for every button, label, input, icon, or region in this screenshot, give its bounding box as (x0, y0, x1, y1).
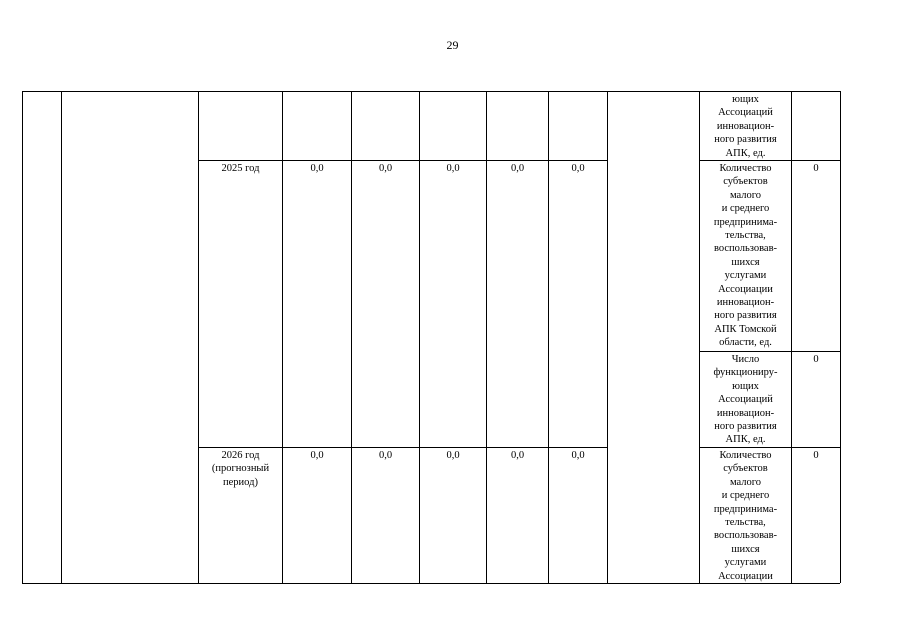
text-line: АПК Томской (714, 323, 777, 335)
text-line: АПК, ед. (725, 147, 766, 159)
table-bottom-border (22, 583, 840, 584)
value-cell: 0,0 (510, 450, 525, 461)
text-line: инновацион- (716, 297, 775, 309)
row-separator (699, 447, 840, 448)
text-line: АПК, ед. (725, 434, 766, 446)
text-line: Ассоциации (718, 570, 773, 582)
row-separator (699, 351, 840, 352)
text-line: функциониру- (713, 367, 778, 379)
text-line: предпринима- (713, 503, 778, 515)
text-line: воспользовав- (713, 530, 778, 542)
value-cell: 0,0 (446, 450, 460, 461)
text-line: воспользовав- (713, 243, 778, 255)
text-line: шихся (731, 256, 760, 268)
page-number: 29 (446, 38, 459, 52)
text-line: ного развития (714, 310, 777, 322)
text-line: области, ед. (719, 337, 772, 349)
table-top-border (22, 91, 840, 92)
text-line: малого (729, 189, 762, 201)
indicator-name-cell (700, 449, 791, 583)
text-line: ного развития (714, 421, 777, 433)
text-line: ющих (732, 94, 759, 105)
indicator-name-cell (700, 162, 791, 350)
text-line: услугами (724, 557, 767, 569)
text-line: субъектов (723, 463, 768, 475)
col-line (840, 91, 841, 583)
text-line: ющих (732, 380, 759, 392)
text-line: тельства, (725, 230, 766, 242)
col-line (607, 91, 608, 583)
row-separator (198, 447, 607, 448)
value-cell: 0,0 (310, 163, 324, 174)
text-line: малого (729, 476, 762, 488)
text-line: предпринима- (713, 216, 778, 228)
text-line: 2025 год (221, 163, 260, 174)
period-cell (199, 162, 282, 175)
text-line: 2026 год (221, 450, 260, 461)
text-line: Количество (719, 450, 772, 461)
text-line: ного развития (714, 134, 777, 146)
value-cell: 0,0 (378, 450, 393, 461)
col-line (22, 91, 23, 583)
indicator-name-cell (700, 93, 791, 160)
text-line: субъектов (723, 176, 768, 188)
value-cell: 0,0 (571, 450, 585, 461)
row-separator (198, 160, 607, 161)
value-cell: 0,0 (571, 163, 585, 174)
value-cell: 0,0 (446, 163, 460, 174)
indicator-value-cell: 0 (813, 163, 819, 174)
indicator-value-cell: 0 (813, 354, 819, 365)
text-line: и среднего (721, 490, 770, 502)
value-cell: 0,0 (510, 163, 525, 174)
text-line: инновацион- (716, 120, 775, 132)
value-cell: 0,0 (310, 450, 324, 461)
text-line: Число (731, 354, 760, 365)
text-line: Ассоциаций (718, 394, 773, 406)
text-line: Ассоциации (718, 283, 773, 295)
col-line (61, 91, 62, 583)
text-line: шихся (731, 543, 760, 555)
text-line: и среднего (721, 203, 770, 215)
text-line: период) (223, 476, 258, 488)
period-cell (199, 449, 282, 489)
text-line: тельства, (725, 517, 766, 529)
indicator-value-cell: 0 (813, 450, 819, 461)
text-line: инновацион- (716, 407, 775, 419)
text-line: Количество (719, 163, 772, 174)
text-line: услугами (724, 270, 767, 282)
row-separator (699, 160, 840, 161)
indicator-name-cell (700, 353, 791, 447)
value-cell: 0,0 (378, 163, 393, 174)
text-line: Ассоциаций (718, 107, 773, 119)
text-line: (прогнозный (211, 463, 270, 475)
